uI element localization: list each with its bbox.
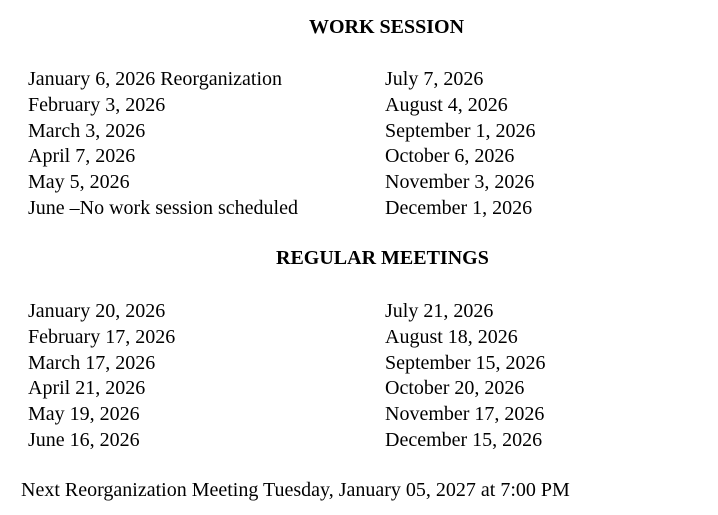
regular-meeting-date: September 15, 2026 [385,351,546,374]
work-session-heading: WORK SESSION [309,16,465,38]
work-session-dates-jan-jun [28,67,298,222]
regular-meeting-date: July 21, 2026 [385,300,494,322]
work-session-date: March 3, 2026 [28,119,146,142]
work-session-date: September 1, 2026 [385,119,536,142]
regular-meeting-date: March 17, 2026 [28,351,156,374]
regular-meetings-heading: REGULAR MEETINGS [276,247,489,269]
work-session-date: July 7, 2026 [385,68,484,90]
work-session-date: January 6, 2026 Reorganization [28,68,283,90]
work-session-date: November 3, 2026 [385,171,535,194]
regular-meeting-date: October 20, 2026 [385,377,525,400]
regular-meeting-date: November 17, 2026 [385,403,545,426]
work-session-date: August 4, 2026 [385,93,508,116]
work-session-date: February 3, 2026 [28,93,166,116]
work-session-dates-jul-dec [385,67,536,222]
regular-meeting-dates-jan-jun [28,299,175,454]
regular-meeting-date: December 15, 2026 [385,428,543,451]
regular-meeting-date: February 17, 2026 [28,325,176,348]
regular-meeting-date: June 16, 2026 [28,428,140,451]
work-session-date: December 1, 2026 [385,196,533,219]
regular-meeting-date: January 20, 2026 [28,300,166,322]
work-session-date: May 5, 2026 [28,171,130,194]
regular-meeting-date: April 21, 2026 [28,377,146,400]
work-session-date: June –No work session scheduled [28,196,298,219]
work-session-date: April 7, 2026 [28,145,136,168]
work-session-date: October 6, 2026 [385,145,515,168]
regular-meeting-dates-jul-dec [385,299,546,454]
regular-meeting-date: May 19, 2026 [28,403,140,426]
next-reorganization-note: Next Reorganization Meeting Tuesday, January 05, 2027 at 7:00 PM [21,479,570,501]
regular-meeting-date: August 18, 2026 [385,325,518,348]
